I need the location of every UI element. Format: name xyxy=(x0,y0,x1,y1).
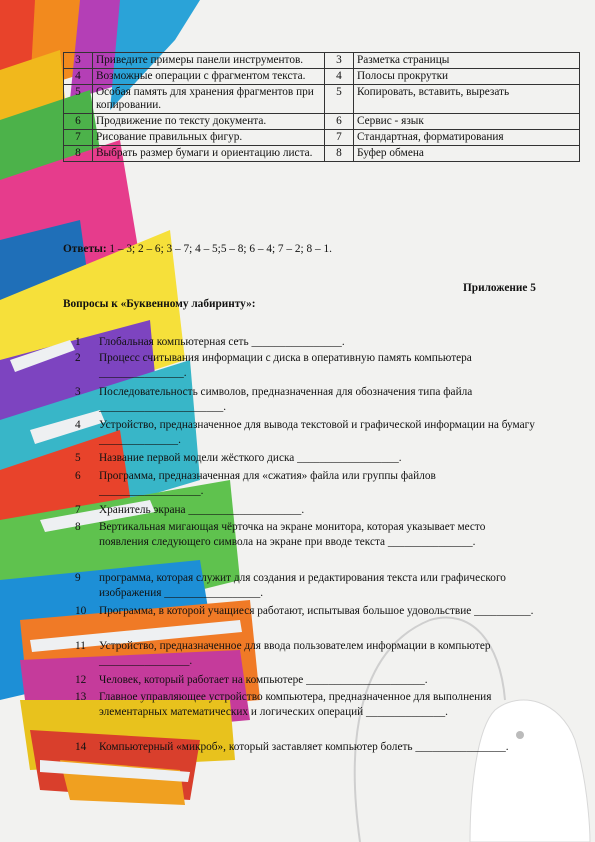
question-number: 11 xyxy=(75,640,86,652)
row-number-right: 6 xyxy=(325,114,354,130)
appendix-label: Приложение 5 xyxy=(463,282,536,294)
row-number-right: 3 xyxy=(325,53,354,69)
question-number: 13 xyxy=(75,691,87,703)
question-text: Компьютерный «микроб», который заставляет компьютер болеть ________________. xyxy=(99,741,509,753)
answers-line xyxy=(63,243,332,255)
list-item xyxy=(75,469,535,499)
answer-cell: Полосы прокрутки xyxy=(354,69,580,85)
question-cell: Особая память для хранения фрагментов при копировании. xyxy=(93,85,325,114)
question-cell: Выбрать размер бумаги и ориентацию листа. xyxy=(93,146,325,162)
row-number-left: 8 xyxy=(64,146,93,162)
row-number-left: 6 xyxy=(64,114,93,130)
table-row xyxy=(64,130,580,146)
question-text: Человек, который работает на компьютере _____________________. xyxy=(99,674,428,686)
list-item xyxy=(75,571,535,601)
row-number-left: 3 xyxy=(64,53,93,69)
table-row xyxy=(64,53,580,69)
question-text: Хранитель экрана ____________________. xyxy=(99,504,305,516)
question-number: 10 xyxy=(75,605,87,617)
question-cell: Приведите примеры панели инструментов. xyxy=(93,53,325,69)
table-row xyxy=(64,114,580,130)
list-item xyxy=(75,351,535,381)
list-item xyxy=(75,385,535,415)
question-number: 7 xyxy=(75,504,81,516)
question-cell: Продвижение по тексту документа. xyxy=(93,114,325,130)
list-item xyxy=(75,520,535,550)
question-text: Последовательность символов, предназначенная для обозначения типа файла ______________________. xyxy=(99,386,473,413)
list-item xyxy=(75,673,535,688)
question-text: Название первой модели жёсткого диска __________________. xyxy=(99,452,402,464)
answer-cell: Разметка страницы xyxy=(354,53,580,69)
question-number: 6 xyxy=(75,470,81,482)
list-item xyxy=(75,451,535,466)
question-number: 8 xyxy=(75,521,81,533)
row-number-right: 4 xyxy=(325,69,354,85)
answer-cell: Сервис - язык xyxy=(354,114,580,130)
row-number-right: 5 xyxy=(325,85,354,114)
question-number: 3 xyxy=(75,386,81,398)
question-number: 4 xyxy=(75,419,81,431)
question-text: программа, которая служит для создания и редактирования текста или графического изображения _________________. xyxy=(99,572,506,599)
list-item xyxy=(75,604,535,619)
answers-text: 1 – 3; 2 – 6; 3 – 7; 4 – 5;5 – 8; 6 – 4; 7 – 2; 8 – 1. xyxy=(109,243,332,255)
question-text: Процесс считывания информации с диска в оперативную память компьютера _______________. xyxy=(99,352,472,379)
list-item xyxy=(75,418,535,448)
question-text: Программа, предназначенная для «сжатия» файла или группы файлов __________________. xyxy=(99,470,436,497)
question-text: Глобальная компьютерная сеть ________________. xyxy=(99,336,345,348)
table-row xyxy=(64,85,580,114)
row-number-left: 7 xyxy=(64,130,93,146)
questions-heading: Вопросы к «Буквенному лабиринту»: xyxy=(63,298,256,310)
table-row xyxy=(64,69,580,85)
table-row xyxy=(64,146,580,162)
answer-cell: Копировать, вставить, вырезать xyxy=(354,85,580,114)
question-number: 9 xyxy=(75,572,81,584)
question-number: 14 xyxy=(75,741,87,753)
question-text: Главное управляющее устройство компьютера, предназначенное для выполнения элементарных математических и логических операций ______________. xyxy=(99,691,492,718)
question-number: 12 xyxy=(75,674,87,686)
question-number: 1 xyxy=(75,336,81,348)
question-cell: Возможные операции с фрагментом текста. xyxy=(93,69,325,85)
question-number: 2 xyxy=(75,352,81,364)
list-item xyxy=(75,503,535,518)
question-text: Программа, в которой учащиеся работают, испытывая большое удовольствие __________. xyxy=(99,605,534,617)
question-cell: Рисование правильных фигур. xyxy=(93,130,325,146)
question-text: Вертикальная мигающая чёрточка на экране монитора, которая указывает место появления следующего символа на экране при вводе текста _______________. xyxy=(99,521,486,548)
answer-cell: Буфер обмена xyxy=(354,146,580,162)
list-item xyxy=(75,740,535,755)
answers-label: Ответы: xyxy=(63,243,107,255)
row-number-right: 8 xyxy=(325,146,354,162)
list-item xyxy=(75,690,535,720)
list-item xyxy=(75,639,535,669)
row-number-right: 7 xyxy=(325,130,354,146)
list-item xyxy=(75,335,535,350)
question-number: 5 xyxy=(75,452,81,464)
matching-table xyxy=(63,52,580,162)
question-text: Устройство, предназначенное для вывода текстовой и графической информации на бумагу ______________. xyxy=(99,419,535,446)
row-number-left: 4 xyxy=(64,69,93,85)
row-number-left: 5 xyxy=(64,85,93,114)
answer-cell: Стандартная, форматирования xyxy=(354,130,580,146)
question-text: Устройство, предназначенное для ввода пользователем информации в компьютер ________________. xyxy=(99,640,491,667)
